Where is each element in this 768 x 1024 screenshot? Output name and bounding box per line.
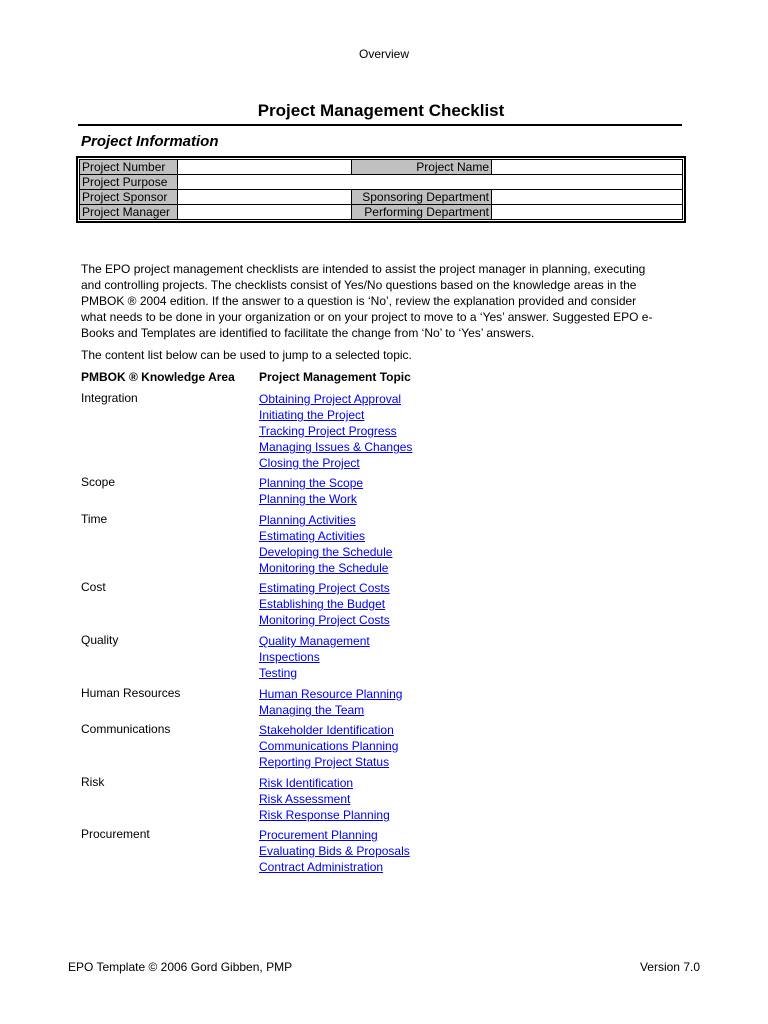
topic-link-reporting-project-status[interactable]: Reporting Project Status bbox=[259, 755, 390, 769]
topic-links bbox=[259, 580, 390, 628]
performing-department-label: Performing Department bbox=[352, 205, 492, 220]
topic-link-stakeholder-identification[interactable]: Stakeholder Identification bbox=[259, 723, 394, 737]
topic-link-estimating-project-costs[interactable]: Estimating Project Costs bbox=[259, 581, 390, 595]
topic-link-procurement-planning[interactable]: Procurement Planning bbox=[259, 828, 378, 842]
topic-link-obtaining-project-approval[interactable]: Obtaining Project Approval bbox=[259, 392, 402, 406]
topic-link-evaluating-bids-proposals[interactable]: Evaluating Bids & Proposals bbox=[259, 844, 410, 858]
project-number-field[interactable] bbox=[178, 160, 352, 175]
footer-version: Version 7.0 bbox=[639, 960, 700, 974]
table-row bbox=[80, 160, 683, 175]
topic-link-developing-the-schedule[interactable]: Developing the Schedule bbox=[259, 545, 393, 559]
topic-link-monitoring-the-schedule[interactable]: Monitoring the Schedule bbox=[259, 561, 389, 575]
knowledge-area-name: Communications bbox=[81, 722, 171, 736]
topic-link-managing-issues-changes[interactable]: Managing Issues & Changes bbox=[259, 440, 413, 454]
table-row bbox=[80, 175, 683, 190]
topic-link-contract-administration[interactable]: Contract Administration bbox=[259, 860, 384, 874]
topic-link-planning-the-scope[interactable]: Planning the Scope bbox=[259, 476, 364, 490]
topic-link-inspections[interactable]: Inspections bbox=[259, 650, 320, 664]
topic-link-testing[interactable]: Testing bbox=[259, 666, 298, 680]
topic-column-header: Project Management Topic bbox=[259, 370, 411, 384]
topic-link-communications-planning[interactable]: Communications Planning bbox=[259, 739, 399, 753]
topic-link-risk-response-planning[interactable]: Risk Response Planning bbox=[259, 808, 390, 822]
topic-link-planning-activities[interactable]: Planning Activities bbox=[259, 513, 356, 527]
project-purpose-label: Project Purpose bbox=[80, 175, 178, 190]
project-name-label: Project Name bbox=[352, 160, 492, 175]
sponsoring-department-label: Sponsoring Department bbox=[352, 190, 492, 205]
intro-line: Books and Templates are identified to facilitate the change from ‘No’ to ‘Yes’ answers. bbox=[81, 326, 535, 340]
topic-link-risk-identification[interactable]: Risk Identification bbox=[259, 776, 354, 790]
topic-links bbox=[259, 475, 363, 507]
knowledge-area-name: Quality bbox=[81, 633, 119, 647]
topic-link-risk-assessment[interactable]: Risk Assessment bbox=[259, 792, 351, 806]
knowledge-area-name: Time bbox=[81, 512, 108, 526]
topic-links bbox=[259, 686, 402, 718]
sponsoring-department-field[interactable] bbox=[492, 190, 683, 205]
knowledge-area-name: Procurement bbox=[81, 827, 150, 841]
topic-links bbox=[259, 722, 398, 770]
title-divider bbox=[78, 124, 682, 126]
project-info-heading: Project Information bbox=[81, 133, 219, 150]
knowledge-area-name: Integration bbox=[81, 391, 138, 405]
topic-link-initiating-the-project[interactable]: Initiating the Project bbox=[259, 408, 365, 422]
table-row bbox=[80, 205, 683, 220]
knowledge-area-name: Risk bbox=[81, 775, 105, 789]
project-number-label: Project Number bbox=[80, 160, 178, 175]
content-note: The content list below can be used to jump to a selected topic. bbox=[81, 348, 412, 362]
topic-link-quality-management[interactable]: Quality Management bbox=[259, 634, 370, 648]
topic-links bbox=[259, 775, 390, 823]
project-sponsor-field[interactable] bbox=[178, 190, 352, 205]
knowledge-area-name: Scope bbox=[81, 475, 116, 489]
topic-links bbox=[259, 391, 412, 471]
footer-copyright: EPO Template © 2006 Gord Gibben, PMP bbox=[68, 960, 293, 974]
knowledge-area-name: Human Resources bbox=[81, 686, 181, 700]
topic-links bbox=[259, 633, 370, 681]
topic-links bbox=[259, 512, 392, 576]
topic-link-monitoring-project-costs[interactable]: Monitoring Project Costs bbox=[259, 613, 390, 627]
intro-line: The EPO project management checklists are intended to assist the project manager in planning, executing bbox=[81, 262, 646, 276]
topic-link-closing-the-project[interactable]: Closing the Project bbox=[259, 456, 360, 470]
topic-link-tracking-project-progress[interactable]: Tracking Project Progress bbox=[259, 424, 397, 438]
page-title: Project Management Checklist bbox=[257, 101, 505, 120]
topic-link-estimating-activities[interactable]: Estimating Activities bbox=[259, 529, 366, 543]
topic-links bbox=[259, 827, 410, 875]
intro-line: what needs to be done in your organization or on your project to move to a ‘Yes’ answer. Suggested EPO e- bbox=[81, 310, 653, 324]
project-name-field[interactable] bbox=[492, 160, 683, 175]
intro-paragraph bbox=[81, 261, 685, 341]
page-header: Overview bbox=[358, 47, 409, 61]
project-manager-field[interactable] bbox=[178, 205, 352, 220]
project-manager-label: Project Manager bbox=[80, 205, 178, 220]
project-info-table bbox=[76, 156, 686, 223]
project-purpose-field[interactable] bbox=[178, 175, 683, 190]
knowledge-area-name: Cost bbox=[81, 580, 106, 594]
performing-department-field[interactable] bbox=[492, 205, 683, 220]
topic-link-human-resource-planning[interactable]: Human Resource Planning bbox=[259, 687, 403, 701]
project-sponsor-label: Project Sponsor bbox=[80, 190, 178, 205]
intro-line: and controlling projects. The checklists consist of Yes/No questions based on the knowledge areas in the bbox=[81, 278, 637, 292]
topic-link-planning-the-work[interactable]: Planning the Work bbox=[259, 492, 357, 506]
table-row bbox=[80, 190, 683, 205]
intro-line: PMBOK ® 2004 edition. If the answer to a question is ‘No’, review the explanation provided and consider bbox=[81, 294, 637, 308]
knowledge-area-column-header: PMBOK ® Knowledge Area bbox=[81, 370, 235, 384]
topic-link-managing-the-team[interactable]: Managing the Team bbox=[259, 703, 365, 717]
topic-link-establishing-the-budget[interactable]: Establishing the Budget bbox=[259, 597, 386, 611]
